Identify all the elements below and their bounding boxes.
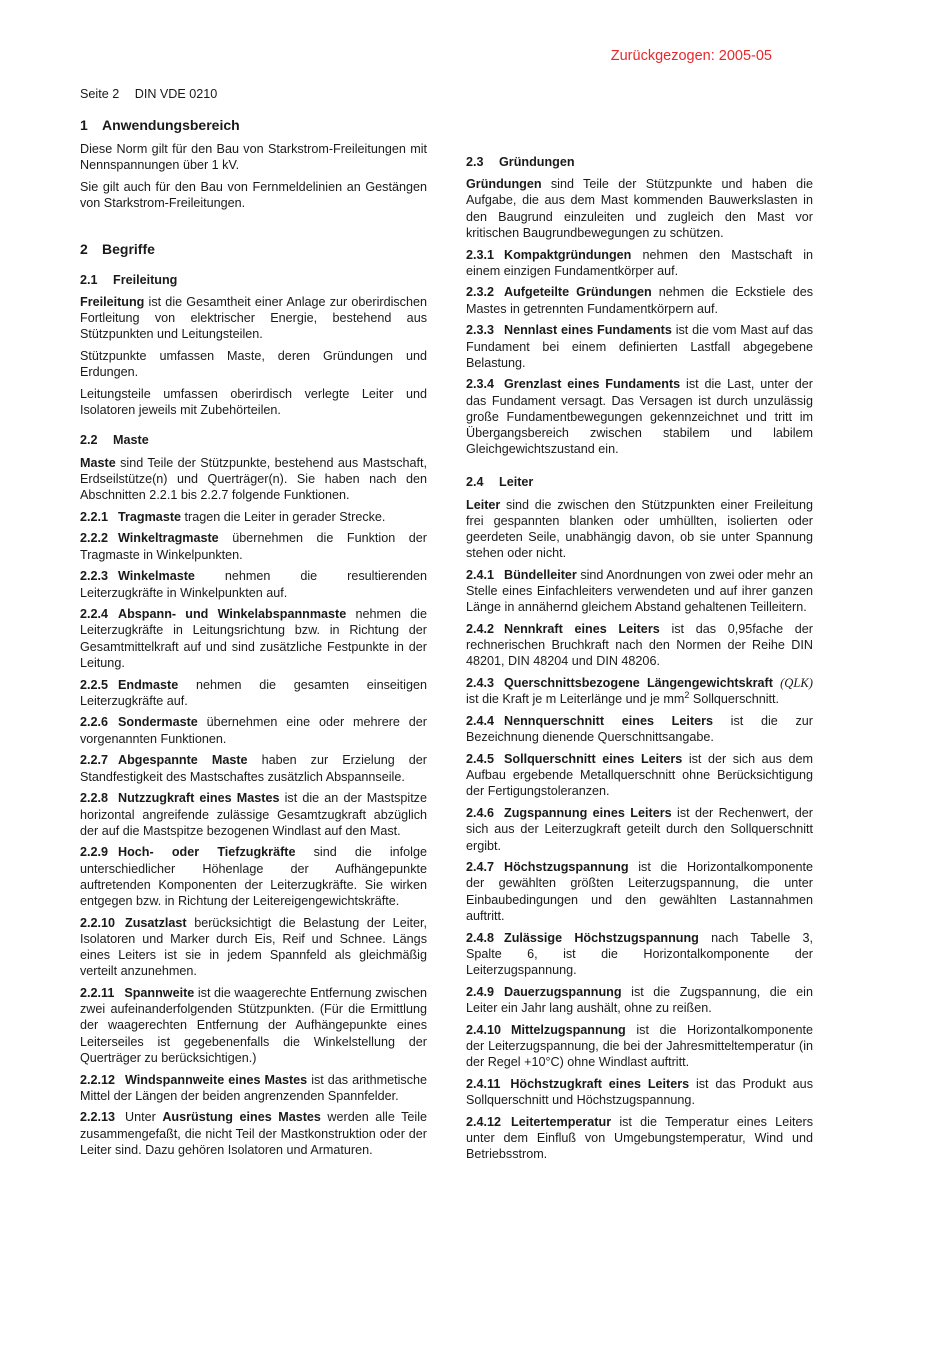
paragraph: Stützpunkte umfassen Maste, deren Gründungen und Erdungen. bbox=[80, 349, 427, 380]
definition-item: 2.4.5 Sollquerschnitt eines Leiters ist der sich aus dem Aufbau ergebende Metallquerschnitt ohne Berücksichtigung der Fertigungstoleranzen. bbox=[466, 752, 813, 799]
definition-paragraph: Freileitung ist die Gesamtheit einer Anlage zur oberirdischen Fortleitung von elektrischer Energie, bestehend aus Stützpunkten und Leitungsteilen. bbox=[80, 295, 427, 342]
definition-item: 2.4.12 Leitertemperatur ist die Temperatur eines Leiters unter dem Einfluß von Umgebungstemperatur, Wind und Betriebsstrom. bbox=[466, 1114, 813, 1161]
definition-item: 2.2.4 Abspann- und Winkelabspannmaste nehmen die Leiterzugkräfte in Leitungsrichtung bzw. in Richtung der Gesamtmittelkraft auf und sind zusätzliche Festpunkte in der Leitung. bbox=[80, 607, 427, 670]
definition-item: 2.2.3 Winkelmaste nehmen die resultierenden Leiterzugkräfte in Winkelpunkten auf. bbox=[80, 569, 427, 600]
definition-item: 2.2.9 Hoch- oder Tiefzugkräfte sind die infolge unterschiedlicher Höhenlage der Aufhängepunkte auftretenden Komponenten der Leiterzugkräfte. Sie wirken entgegen bzw. in Richtung der Leitereigengewichtskräfte. bbox=[80, 845, 427, 909]
definition-list-2-2 bbox=[80, 509, 427, 1104]
definition-item: 2.2.10 Zusatzlast berücksichtigt die Belastung der Leiter, Isolatoren und Marker durch Eis, Reif und Schnee. Längs eines Leiters ist sie in jedem Spannfeld als gleichmäßig verteilt anzunehmen. bbox=[80, 915, 427, 979]
page-number: Seite 2 bbox=[80, 87, 120, 101]
definition-item: 2.2.5 Endmaste nehmen die gesamten einseitigen Leiterzugkräfte auf. bbox=[80, 677, 427, 708]
definition-paragraph: Gründungen sind Teile der Stützpunkte und haben die Aufgabe, die aus dem Mast kommenden Bauwerkslasten in den Baugrund einzuleiten und zugleich den Mast vor kritischen Baugrundbewegungen zu schützen. bbox=[466, 177, 813, 240]
definition-item: 2.2.8 Nutzzugkraft eines Mastes ist die an der Mastspitze horizontal angreifende zulässige Gesamtzugkraft abzüglich der auf die Mastspitze bezogenen Windlast auf den Mast. bbox=[80, 791, 427, 838]
definition-item: 2.4.1 Bündelleiter sind Anordnungen von zwei oder mehr an Stelle eines Einfachleiters verwendeten und auf ihrer ganzen Länge in annähernd gleichem Abstand gehaltenen Teilleitern. bbox=[466, 567, 813, 615]
definition-item: 2.4.8 Zulässige Höchstzugspannung nach Tabelle 3, Spalte 6, ist die Horizontalkomponente der Leiterzugspannung. bbox=[466, 930, 813, 977]
definition-item: 2.3.1 Kompaktgründungen nehmen den Mastschaft in einem einzigen Fundamentkörper auf. bbox=[466, 247, 813, 278]
subsection-2-4-heading: 2.4 Leiter bbox=[466, 475, 534, 490]
definition-item: 2.2.6 Sondermaste übernehmen eine oder mehrere der vorgenannten Funktionen. bbox=[80, 715, 427, 746]
definition-item: 2.2.2 Winkeltragmaste übernehmen die Funktion der Tragmaste in Winkelpunkten. bbox=[80, 531, 427, 562]
definition-item: 2.4.11 Höchstzugkraft eines Leiters ist das Produkt aus Sollquerschnitt und Höchstzugspannung. bbox=[466, 1076, 813, 1107]
section-1-paragraph: Sie gilt auch für den Bau von Fernmeldelinien an Gestängen von Starkstrom-Freileitungen. bbox=[80, 179, 427, 211]
definition-item: 2.2.1 Tragmaste tragen die Leiter in gerader Strecke. bbox=[80, 509, 386, 524]
definition-item: 2.3.2 Aufgeteilte Gründungen nehmen die Eckstiele des Mastes in getrennten Fundamentkörpern auf. bbox=[466, 285, 814, 316]
definition-item: 2.4.4 Nennquerschnitt eines Leiters ist die zur Bezeichnung dienende Querschnittsangabe. bbox=[466, 714, 813, 745]
definition-paragraph: Maste sind Teile der Stützpunkte, bestehend aus Mastschaft, Erdseilstütze(n) und Querträger(n). Sie haben nach den Abschnitten 2.2.1 bis 2.2.7 folgende Funktionen. bbox=[80, 455, 427, 503]
definition-item: 2.2.11 Spannweite ist die waagerechte Entfernung zwischen zwei aufeinanderfolgenden Stützpunkten. (Für die Ermittlung der waagerechten Entfernung der Aufhängepunkte eines Leiterseiles ist gegebenenfalls die Winkelstellung der Querträger zu berücksichtigen.) bbox=[80, 986, 427, 1065]
subsection-2-3-heading: 2.3 Gründungen bbox=[466, 155, 575, 169]
definition-item: 2.4.7 Höchstzugspannung ist die Horizontalkomponente der gewählten größten Leiterzugspannung, die unter Einbaubedingungen und den gewählten Lastannahmen auftritt. bbox=[466, 860, 813, 923]
page-header bbox=[80, 86, 217, 102]
paragraph: Leitungsteile umfassen oberirdisch verlegte Leiter und Isolatoren jeweils mit Zubehörteilen. bbox=[80, 387, 427, 418]
definition-item: 2.4.3 Querschnittsbezogene Längengewichtskraft (QLK) ist die Kraft je m Leiterlänge und je $mm^2$ Sollquerschnitt. bbox=[466, 676, 813, 707]
withdrawn-note: Zurückgezogen: 2005-05 bbox=[610, 48, 772, 64]
subsection-2-2-heading: 2.2 Maste bbox=[80, 433, 149, 448]
definition-paragraph: Leiter sind die zwischen den Stützpunkten einer Freileitung frei gespannten blanken oder umhüllten, isolierten oder geerdeten Seile, unabhängig davon, ob sie unter Spannung stehen oder nicht. bbox=[466, 497, 813, 561]
definition-item: 2.4.9 Dauerzugspannung ist die Zugspannung, die ein Leiter ein Jahr lang aushält, ohne zu reißen. bbox=[466, 984, 813, 1015]
definition-item: 2.4.6 Zugspannung eines Leiters ist der Rechenwert, der sich aus der Leiterzugkraft geteilt durch den Sollquerschnitt ergibt. bbox=[466, 806, 813, 853]
right-column bbox=[466, 116, 813, 1168]
definition-item: 2.2.7 Abgespannte Maste haben zur Erzielung der Standfestigkeit des Mastschaftes zusätzlich Abspannseile. bbox=[80, 753, 427, 784]
definition-item: 2.3.3 Nennlast eines Fundaments ist die vom Mast auf das Fundament bei einem definierten Lastfall abgegebene Belastung. bbox=[466, 323, 813, 370]
definition-list-2-4-a bbox=[466, 567, 813, 670]
definition-list-2-3 bbox=[466, 247, 813, 458]
left-column bbox=[80, 116, 427, 1164]
section-1-paragraph: Diese Norm gilt für den Bau von Starkstrom-Freileitungen mit Nennspannungen über 1 kV. bbox=[80, 142, 427, 173]
subsection-2-1-heading: 2.1 Freileitung bbox=[80, 272, 178, 287]
definition-list-2-4-b bbox=[466, 713, 813, 1162]
definition-item: 2.3.4 Grenzlast eines Fundaments ist die Last, unter der das Fundament versagt. Das Versagen ist durch unzulässig große Fundamentbewegungen gekennzeichnet und tritt im Übergangsbereich zwischen stabilem und labilem Gleichgewichtszustand ein. bbox=[466, 377, 813, 457]
section-2-heading: 2 Begriffe bbox=[80, 240, 155, 257]
definition-item: 2.4.10 Mittelzugspannung ist die Horizontalkomponente der Leiterzugspannung, die bei der Jahresmitteltemperatur (in der Regel +10°C) ohne Windlast auftritt. bbox=[466, 1022, 813, 1069]
standard-id: DIN VDE 0210 bbox=[134, 87, 218, 101]
section-1-heading: 1 Anwendungsbereich bbox=[80, 117, 240, 133]
definition-item: 2.4.2 Nennkraft eines Leiters ist das 0,95fache der rechnerischen Bruchkraft nach den Normen der Reihe DIN 48201, DIN 48204 und DIN 48206. bbox=[466, 622, 813, 669]
definition-item: 2.2.12 Windspannweite eines Mastes ist das arithmetische Mittel der Längen der beiden angrenzenden Spannfelder. bbox=[80, 1072, 427, 1103]
definition-item: 2.2.13 Unter Ausrüstung eines Mastes werden alle Teile zusammengefaßt, die nicht Teil der Mastkonstruktion oder der Leiter sind. Dazu gehören Isolatoren und Armaturen. bbox=[80, 1110, 427, 1157]
